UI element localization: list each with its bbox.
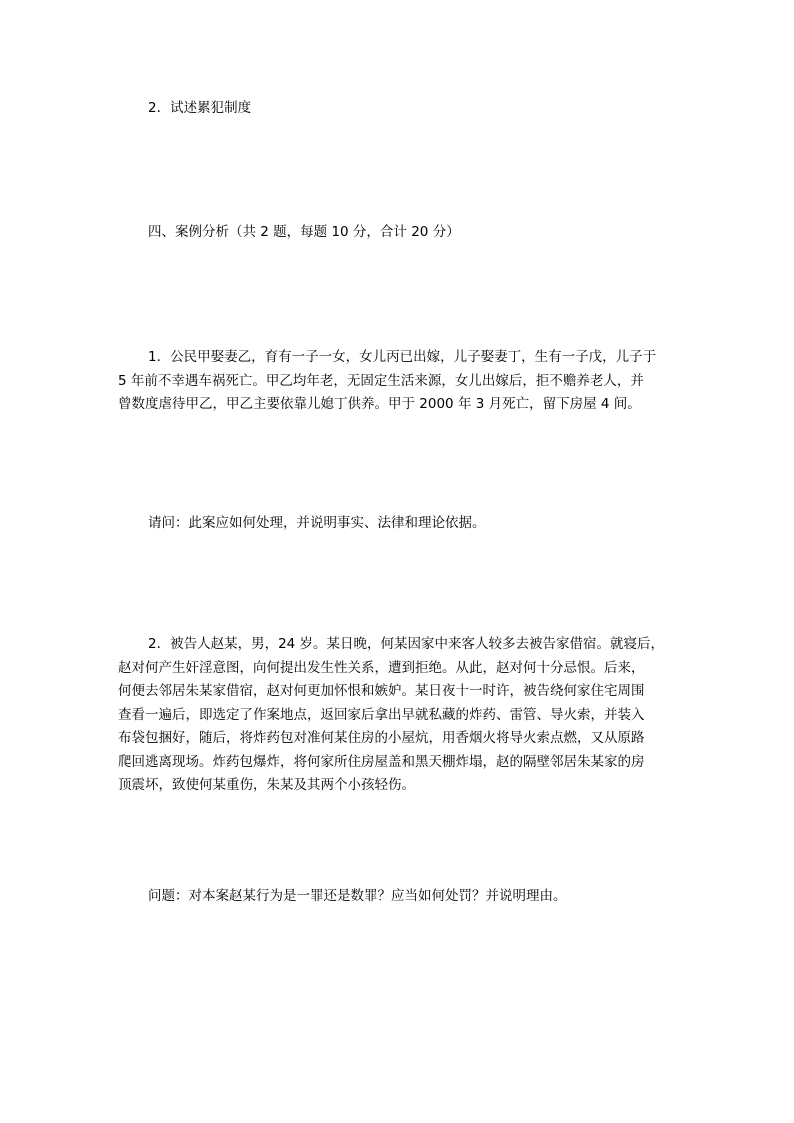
case-1-line: 曾数度虐待甲乙，甲乙主要依靠儿媳丁供养。甲于 2000 年 3 月死亡，留下房屋 4 间。 [118, 396, 641, 412]
case-2-line: 何便去邻居朱某家借宿，赵对何更加怀恨和嫉妒。某日夜十一时许，被告绕何家住宅周围 [118, 683, 645, 699]
case-1-text [118, 346, 678, 417]
case-1-question: 请问：此案应如何处理，并说明事实、法律和理论依据。 [148, 515, 486, 531]
case-2-line: 2．被告人赵某，男，24 岁。某日晚，何某因家中来客人较多去被告家借宿。就寝后， [148, 636, 665, 652]
case-2-line: 赵对何产生奸淫意图，向何提出发生性关系，遭到拒绝。从此，赵对何十分忌恨。后来， [118, 659, 645, 676]
case-2-line: 查看一遍后，即选定了作案地点，返回家后拿出早就私藏的炸药、雷管、导火索，并装入 [118, 706, 645, 723]
case-2-question: 问题：对本案赵某行为是一罪还是数罪？应当如何处罚？并说明理由。 [148, 888, 567, 904]
case-2-line: 爬回逃离现场。炸药包爆炸，将何家所住房屋盖和黑天棚炸塌，赵的隔壁邻居朱某家的房 [118, 753, 645, 770]
case-2-text [118, 633, 678, 798]
section-4-title: 四、案例分析（共 2 题，每题 10 分，合计 20 分） [148, 224, 460, 240]
case-1-line: 5 年前不幸遇车祸死亡。甲乙均年老，无固定生活来源，女儿出嫁后，拒不赡养老人，并 [118, 372, 644, 389]
essay-question-2: 2．试述累犯制度 [148, 100, 252, 116]
case-2-line: 顶震坏，致使何某重伤，朱某及其两个小孩轻伤。 [118, 777, 415, 793]
case-2-line: 布袋包捆好，随后，将炸药包对准何某住房的小屋炕，用香烟火将导火索点燃，又从原路 [118, 730, 645, 746]
case-1-line: 1．公民甲娶妻乙，育有一子一女，女儿丙已出嫁，儿子娶妻丁，生有一子戊，儿子于 [148, 349, 657, 365]
